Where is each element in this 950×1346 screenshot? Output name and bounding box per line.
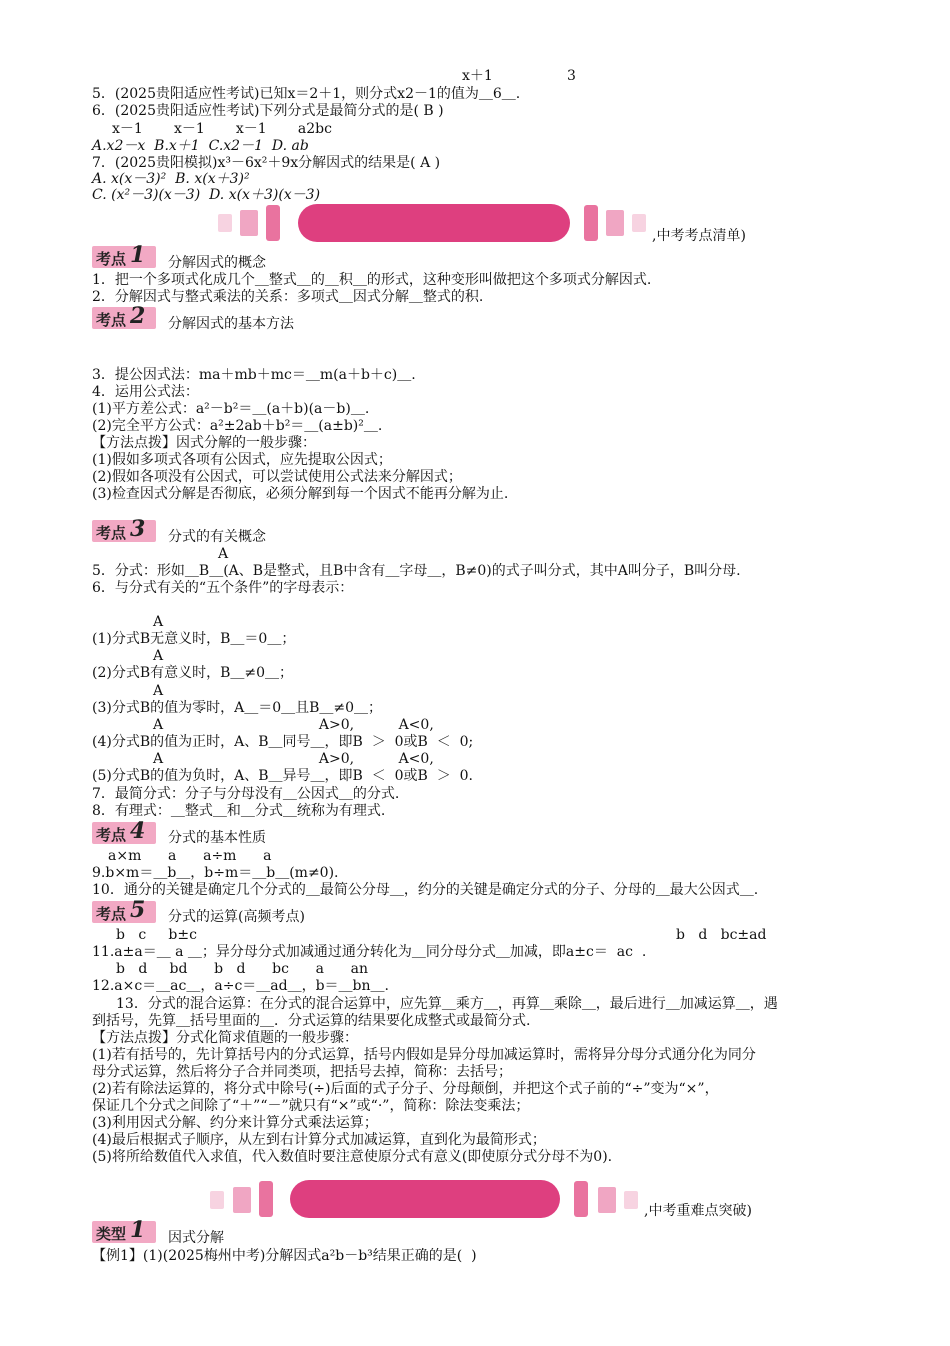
point-5: 5．分式：形如＿B＿(A、B是整式，且B中含有＿字母＿，B≠0)的式子叫分式，其中A叫分子，B叫分母. [92, 563, 741, 579]
banner-deco [584, 205, 598, 241]
kaodian-badge [92, 303, 156, 329]
banner-deco [632, 214, 646, 232]
badge-number: 5 [130, 897, 146, 923]
method-step: (3)利用因式分解、约分来计算分式乘法运算； [92, 1115, 378, 1131]
q7-options-ab: A. x(x－3)² B. x(x＋3)² [92, 171, 250, 187]
frac-numerators: b d bc±ad [676, 927, 767, 943]
point-11: 11.a±a＝＿ a ＿；异分母分式加减通过通分转化为＿同分母分式＿加减，即a±c＝ ac . [92, 944, 647, 960]
badge-label: 考点 [96, 311, 127, 329]
section-banner-bar [298, 204, 570, 242]
section-banner-bar [290, 1180, 560, 1218]
method-step: (2)若有除法运算的，将分式中除号(÷)后面的式子分子、分母颠倒，并把这个式子前的“÷”变为“×”， [92, 1081, 719, 1097]
q6-options: A.x2－x B.x＋1 C.x2－1 D. ab [92, 138, 309, 154]
type-title: 因式分解 [168, 1230, 224, 1246]
frac-numerator: 3 [567, 68, 576, 84]
badge-label: 类型 [96, 1225, 127, 1243]
banner-deco [240, 210, 258, 236]
badge-number: 1 [130, 242, 146, 268]
point-2: 2．分解因式与整式乘法的关系：多项式＿因式分解＿整式的积. [92, 289, 484, 305]
kaodian-title: 分式的有关概念 [168, 529, 266, 545]
example-1: 【例1】(1)(2025梅州中考)分解因式a²b－b³结果正确的是( ) [92, 1248, 477, 1264]
point-4b: (2)完全平方公式：a²±2ab＋b²＝＿(a±b)²＿. [92, 418, 383, 434]
badge-label: 考点 [96, 524, 127, 542]
banner-deco [606, 210, 624, 236]
frac-numerator: A [153, 648, 164, 664]
point-3: 3．提公因式法：ma＋mb＋mc＝＿m(a＋b＋c)＿. [92, 367, 416, 383]
kaodian-badge [92, 818, 156, 844]
type-badge [92, 1217, 156, 1243]
frac-numerators: b c b±c [116, 927, 197, 943]
point-6: 6．与分式有关的“五个条件”的字母表示： [92, 580, 354, 596]
badge-label: 考点 [96, 826, 127, 844]
badge-number: 3 [130, 516, 146, 542]
point-9: 9.b×m＝＿b＿，b÷m＝＿b＿(m≠0). [92, 865, 339, 881]
condition-3: (3)分式B的值为零时，A＿＝0＿且B＿≠0＿； [92, 700, 383, 716]
section-title: ,中考考点清单) [652, 228, 746, 244]
point-8: 8．有理式：＿整式＿和＿分式＿统称为有理式. [92, 803, 386, 819]
point-4a: (1)平方差公式：a²－b²＝＿(a＋b)(a－b)＿. [92, 401, 370, 417]
frac-numerator: A [218, 546, 229, 562]
point-7: 7．最简分式：分子与分母没有＿公因式＿的分式. [92, 786, 400, 802]
frac-numerator: A A>0, A<0, [153, 717, 434, 733]
banner-deco [233, 1187, 251, 1213]
kaodian-badge [92, 516, 156, 542]
section-title: ,中考重难点突破) [644, 1203, 752, 1219]
frac-numerator: A A>0, A<0, [153, 751, 434, 767]
badge-number: 4 [130, 818, 146, 844]
method-tip-title: 【方法点拨】分式化简求值题的一般步骤： [92, 1030, 358, 1046]
method-step: (5)将所给数值代入求值，代入数值时要注意使原分式有意义(即使原分式分母不为0). [92, 1149, 613, 1165]
question-7: 7．(2025贵阳模拟)x³－6x²＋9x分解因式的结果是( A ) [92, 155, 441, 171]
banner-deco [266, 205, 280, 241]
method-step: (2)假如各项没有公因式，可以尝试使用公式法来分解因式； [92, 469, 462, 485]
frac-numerator: A [153, 683, 164, 699]
kaodian-title: 分解因式的基本方法 [168, 316, 294, 332]
banner-deco [218, 214, 232, 232]
kaodian-title: 分解因式的概念 [168, 255, 266, 271]
condition-5: (5)分式B的值为负时，A、B＿异号＿，即B ＜ 0或B ＞ 0. [92, 768, 473, 784]
point-1: 1．把一个多项式化成几个＿整式＿的＿积＿的形式，这种变形叫做把这个多项式分解因式. [92, 272, 652, 288]
point-13-cont: 到括号，先算＿括号里面的＿．分式运算的结果要化成整式或最简分式. [92, 1013, 531, 1029]
frac-numerators: b d bd b d bc a an [116, 961, 369, 977]
banner-deco [598, 1187, 616, 1213]
kaodian-title: 分式的基本性质 [168, 830, 266, 846]
kaodian-title: 分式的运算(高频考点) [168, 909, 305, 925]
condition-1: (1)分式B无意义时，B＿＝0＿； [92, 631, 296, 647]
question-6: 6．(2025贵阳适应性考试)下列分式是最简分式的是( B ) [92, 103, 444, 119]
condition-4: (4)分式B的值为正时，A、B＿同号＿，即B ＞ 0或B ＜ 0; [92, 734, 474, 750]
method-step: (1)若有括号的，先计算括号内的分式运算，括号内假如是异分母加减运算时，需将异分母分式通分化为同分 [92, 1047, 756, 1063]
method-step: (1)假如多项式各项有公因式，应先提取公因式； [92, 452, 392, 468]
badge-label: 考点 [96, 250, 127, 268]
banner-deco [624, 1191, 638, 1209]
method-step: 保证几个分式之间除了“＋”“－”就只有“×”或“·”，简称：除法变乘法； [92, 1098, 530, 1114]
method-step: 母分式运算，然后将分子合并同类项，把括号去掉，简称：去括号； [92, 1064, 512, 1080]
point-12: 12.a×c＝＿ac＿，a÷c＝＿ad＿，b＝＿bn＿. [92, 978, 389, 994]
q6-numerators: x－1 x－1 x－1 a2bc [112, 121, 332, 137]
badge-number: 2 [130, 303, 146, 329]
frac-numerators: a×m a a÷m a [108, 848, 272, 864]
kaodian-badge [92, 897, 156, 923]
question-5: 5．(2025贵阳适应性考试)已知x＝2＋1，则分式x2－1的值为＿6＿. [92, 86, 521, 102]
banner-deco [210, 1191, 224, 1209]
badge-label: 考点 [96, 905, 127, 923]
method-step: (3)检查因式分解是否彻底，必须分解到每一个因式不能再分解为止. [92, 486, 509, 502]
kaodian-badge [92, 242, 156, 268]
method-step: (4)最后根据式子顺序，从左到右计算分式加减运算，直到化为最简形式； [92, 1132, 546, 1148]
banner-deco [574, 1181, 588, 1217]
frac-numerator: x＋1 [462, 68, 493, 84]
condition-2: (2)分式B有意义时，B＿≠0＿； [92, 665, 294, 681]
point-13: 13．分式的混合运算：在分式的混合运算中，应先算＿乘方＿，再算＿乘除＿，最后进行＿加减运算＿，遇 [116, 996, 778, 1012]
q7-options-cd: C. (x²－3)(x－3) D. x(x＋3)(x－3) [92, 187, 321, 203]
point-4: 4．运用公式法： [92, 384, 199, 400]
method-tip-title: 【方法点拨】因式分解的一般步骤： [92, 435, 316, 451]
banner-deco [259, 1181, 273, 1217]
point-10: 10．通分的关键是确定几个分式的＿最简公分母＿，约分的关键是确定分式的分子、分母的＿最大公因式＿. [92, 882, 759, 898]
frac-numerator: A [153, 614, 164, 630]
badge-number: 1 [130, 1217, 146, 1243]
